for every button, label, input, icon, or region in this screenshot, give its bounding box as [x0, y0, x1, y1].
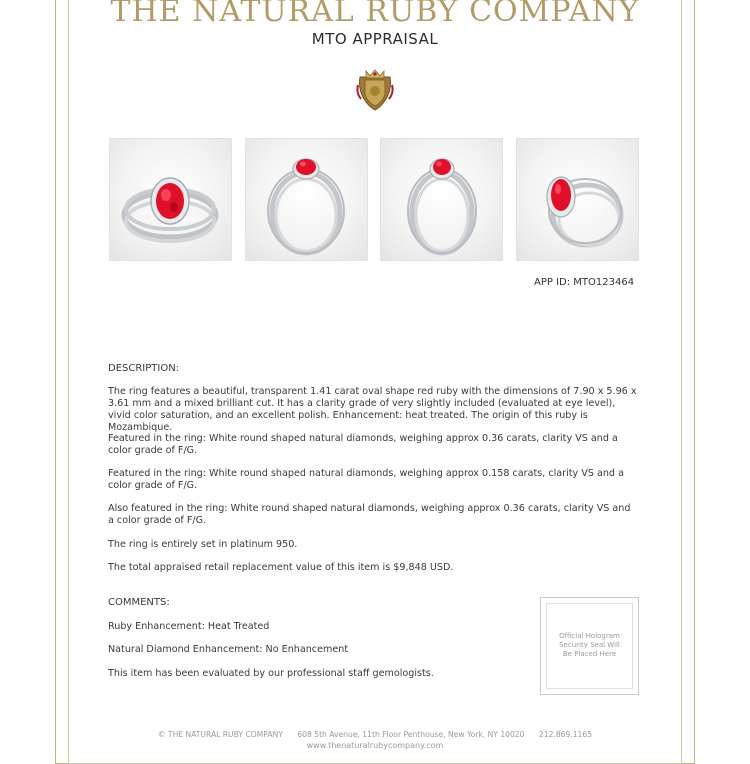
- seal-text-line: Be Placed Here: [562, 650, 617, 658]
- footer-contact: [0, 730, 750, 739]
- hologram-seal-placeholder: [540, 597, 639, 695]
- description-paragraph: The ring features a beautiful, transparent 1.41 carat oval shape red ruby with the dimensions of 7.90 x 5.96 x 3.61 mm and a mixed brilliant cut. It has a clarity grade of very slightly included (evaluated at eye level), vivid color saturation, and an excellent polish. Enhancement: heat treated. The origin of this ruby is Mozambique.: [108, 386, 637, 433]
- seal-text-line: Security Seal Will: [559, 641, 620, 649]
- ring-photo-1[interactable]: [109, 138, 232, 261]
- comment-line: This item has been evaluated by our professional staff gemologists.: [108, 668, 434, 679]
- seal-text-line: Official Hologram: [559, 632, 620, 640]
- comment-line: Natural Diamond Enhancement: No Enhancement: [108, 644, 349, 655]
- comment-line: Ruby Enhancement: Heat Treated: [108, 621, 270, 632]
- description-heading: DESCRIPTION:: [108, 363, 180, 374]
- document-title: MTO APPRAISAL: [311, 30, 439, 48]
- description-paragraph: The total appraised retail replacement value of this item is $9,848 USD.: [108, 562, 454, 573]
- seal-placeholder-text: [555, 632, 624, 659]
- ring-photo-3[interactable]: [380, 138, 503, 261]
- footer-phone[interactable]: 212.869.1165: [538, 730, 593, 739]
- ring-photo-2[interactable]: [245, 138, 368, 261]
- description-paragraph: The ring is entirely set in platinum 950.: [108, 539, 298, 550]
- comments-heading: COMMENTS:: [108, 597, 170, 608]
- crest-logo-icon: [356, 67, 394, 111]
- footer-copyright: © THE NATURAL RUBY COMPANY: [157, 730, 283, 739]
- description-paragraph: Featured in the ring: White round shaped natural diamonds, weighing approx 0.158 carats, clarity VS and a color grade of F/G.: [108, 468, 624, 491]
- description-paragraph: Also featured in the ring: White round shaped natural diamonds, weighing approx 0.36 carats, clarity VS and a color grade of F/G.: [108, 503, 631, 526]
- footer-website-link[interactable]: www.thenaturalrubycompany.com: [306, 741, 444, 750]
- description-paragraph: Featured in the ring: White round shaped natural diamonds, weighing approx 0.36 carats, clarity VS and a color grade of F/G.: [108, 433, 618, 456]
- footer-address: 608 5th Avenue, 11th Floor Penthouse, New York, NY 10020: [297, 730, 525, 739]
- company-name: THE NATURAL RUBY COMPANY: [110, 0, 640, 29]
- appraisal-id: APP ID: MTO123464: [534, 277, 635, 288]
- ring-photo-4[interactable]: [516, 138, 639, 261]
